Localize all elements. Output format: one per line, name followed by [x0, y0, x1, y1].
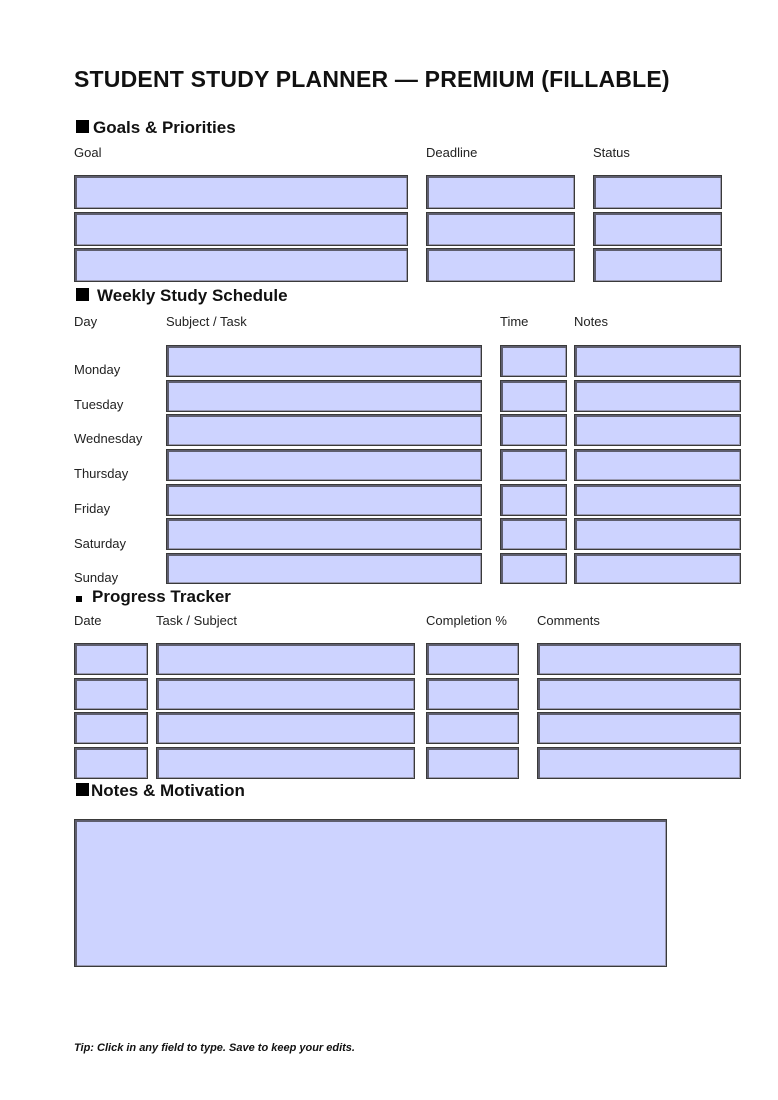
schedule-time-input-wednesday[interactable] — [500, 414, 567, 446]
schedule-notes-input-wednesday[interactable] — [574, 414, 741, 446]
date-column-header: Date — [74, 613, 102, 628]
schedule-subject-input-sunday[interactable] — [166, 553, 482, 584]
schedule-notes-input-tuesday[interactable] — [574, 380, 741, 412]
comments-column-header: Comments — [537, 613, 600, 628]
completion-column-header: Completion % — [426, 613, 507, 628]
square-bullet-icon — [76, 783, 89, 796]
progress-date-input-2[interactable] — [74, 678, 148, 710]
square-bullet-icon — [76, 120, 89, 133]
progress-comments-input-4[interactable] — [537, 747, 741, 779]
day-label-tuesday: Tuesday — [74, 397, 124, 412]
schedule-subject-input-wednesday[interactable] — [166, 414, 482, 446]
progress-task-input-3[interactable] — [156, 712, 415, 744]
day-label-wednesday: Wednesday — [74, 431, 143, 446]
schedule-subject-input-friday[interactable] — [166, 484, 482, 516]
deadline-column-header: Deadline — [426, 145, 478, 160]
task-column-header: Task / Subject — [156, 613, 237, 628]
schedule-time-input-friday[interactable] — [500, 484, 567, 516]
schedule-notes-input-monday[interactable] — [574, 345, 741, 377]
notes-heading-label: Notes & Motivation — [91, 781, 245, 800]
goals-heading-label: Goals & Priorities — [93, 118, 236, 137]
goal-column-header: Goal — [74, 145, 102, 160]
progress-task-input-4[interactable] — [156, 747, 415, 779]
schedule-heading — [76, 286, 288, 306]
schedule-time-input-sunday[interactable] — [500, 553, 567, 584]
progress-heading-label: Progress Tracker — [92, 587, 231, 606]
subject-column-header: Subject / Task — [166, 314, 247, 329]
schedule-subject-input-tuesday[interactable] — [166, 380, 482, 412]
goal-input-2[interactable] — [74, 212, 408, 246]
footer-tip: Tip: Click in any field to type. Save to keep your edits. — [74, 1042, 355, 1054]
goal-input-1[interactable] — [74, 175, 408, 209]
schedule-time-input-tuesday[interactable] — [500, 380, 567, 412]
progress-comments-input-1[interactable] — [537, 643, 741, 675]
schedule-time-input-thursday[interactable] — [500, 449, 567, 481]
day-label-friday: Friday — [74, 501, 111, 516]
goals-heading — [76, 118, 236, 138]
schedule-subject-input-saturday[interactable] — [166, 518, 482, 550]
progress-comments-input-3[interactable] — [537, 712, 741, 744]
schedule-notes-input-friday[interactable] — [574, 484, 741, 516]
deadline-input-3[interactable] — [426, 248, 575, 282]
day-label-saturday: Saturday — [74, 536, 127, 551]
status-input-2[interactable] — [593, 212, 722, 246]
schedule-heading-label: Weekly Study Schedule — [97, 286, 288, 305]
notes-textarea[interactable] — [74, 819, 667, 967]
goal-input-3[interactable] — [74, 248, 408, 282]
page-title: STUDENT STUDY PLANNER — PREMIUM (FILLABLE) — [74, 66, 670, 92]
day-label-thursday: Thursday — [74, 466, 129, 481]
schedule-notes-input-thursday[interactable] — [574, 449, 741, 481]
deadline-input-2[interactable] — [426, 212, 575, 246]
status-input-1[interactable] — [593, 175, 722, 209]
progress-completion-input-4[interactable] — [426, 747, 519, 779]
schedule-subject-input-monday[interactable] — [166, 345, 482, 377]
progress-date-input-1[interactable] — [74, 643, 148, 675]
schedule-time-input-monday[interactable] — [500, 345, 567, 377]
progress-completion-input-3[interactable] — [426, 712, 519, 744]
schedule-notes-input-sunday[interactable] — [574, 553, 741, 584]
day-label-monday: Monday — [74, 362, 121, 377]
schedule-time-input-saturday[interactable] — [500, 518, 567, 550]
square-bullet-icon — [76, 288, 89, 301]
status-column-header: Status — [593, 145, 630, 160]
square-bullet-icon — [76, 596, 82, 602]
progress-date-input-3[interactable] — [74, 712, 148, 744]
schedule-subject-input-thursday[interactable] — [166, 449, 482, 481]
notes-heading — [76, 781, 245, 801]
day-column-header: Day — [74, 314, 98, 329]
progress-task-input-1[interactable] — [156, 643, 415, 675]
deadline-input-1[interactable] — [426, 175, 575, 209]
status-input-3[interactable] — [593, 248, 722, 282]
time-column-header: Time — [500, 314, 529, 329]
progress-task-input-2[interactable] — [156, 678, 415, 710]
notes-column-header: Notes — [574, 314, 608, 329]
schedule-notes-input-saturday[interactable] — [574, 518, 741, 550]
progress-completion-input-1[interactable] — [426, 643, 519, 675]
progress-heading — [76, 587, 231, 607]
day-label-sunday: Sunday — [74, 570, 119, 585]
progress-comments-input-2[interactable] — [537, 678, 741, 710]
progress-date-input-4[interactable] — [74, 747, 148, 779]
progress-completion-input-2[interactable] — [426, 678, 519, 710]
